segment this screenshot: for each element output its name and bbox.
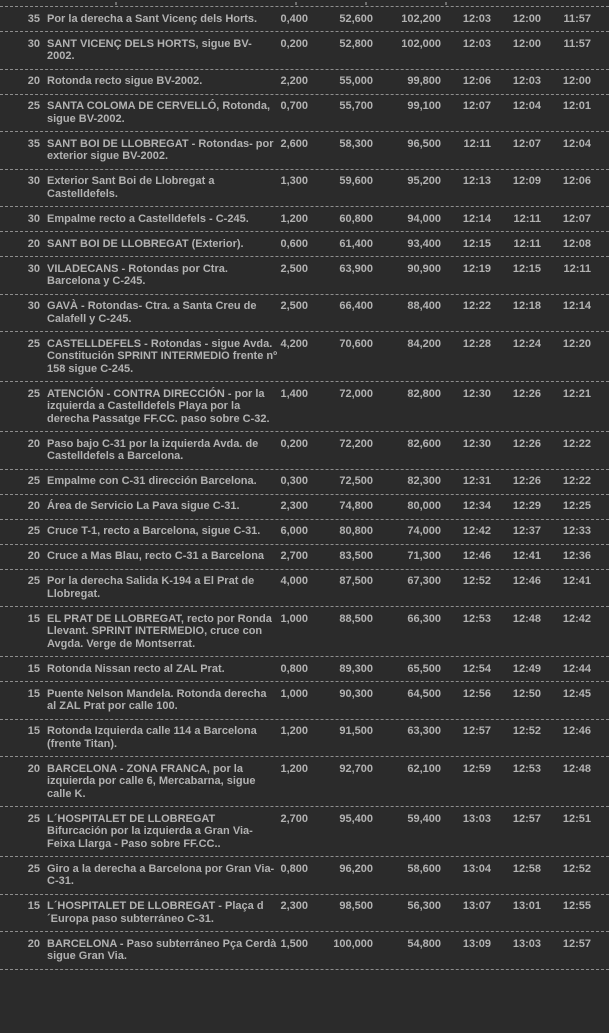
time-3: 12:36 [562, 550, 591, 562]
instruction-text: SANT VICENÇ DELS HORTS, sigue BV-2002. [47, 37, 252, 62]
remaining-distance: 96,500 [407, 137, 441, 150]
remaining-distance: 93,400 [407, 237, 441, 250]
remaining-distance: 62,100 [407, 762, 441, 775]
clipped-row-top [0, 0, 609, 7]
speed-value: 25 [27, 475, 40, 487]
total-distance: 90,300 [339, 687, 373, 700]
time-2: 12:26 [512, 387, 541, 400]
remaining-distance: 90,900 [407, 262, 441, 275]
time-3: 12:00 [562, 75, 591, 87]
remaining-distance: 102,000 [401, 37, 441, 50]
table-row [0, 470, 609, 495]
time-3: 12:51 [562, 812, 591, 825]
table-row [0, 857, 609, 895]
time-3: 12:41 [562, 575, 591, 587]
time-2: 12:18 [512, 300, 541, 312]
partial-distance: 0,800 [280, 662, 308, 675]
remaining-distance: 74,000 [407, 525, 441, 537]
partial-distance: 0,600 [280, 237, 308, 250]
partial-distance: 2,700 [280, 812, 308, 825]
partial-distance: 1,200 [280, 212, 308, 225]
partial-distance: 2,500 [280, 300, 308, 312]
remaining-distance: 64,500 [407, 687, 441, 700]
partial-distance: 4,200 [280, 337, 308, 350]
time-3: 12:46 [562, 725, 591, 737]
partial-distance: 1,000 [280, 687, 308, 700]
partial-distance: 1,200 [280, 725, 308, 737]
clipped-text-remnant [115, 2, 117, 5]
table-row [0, 895, 609, 933]
time-2: 12:29 [512, 500, 541, 512]
table-row [0, 720, 609, 758]
remaining-distance: 99,800 [407, 75, 441, 87]
remaining-distance: 94,000 [407, 212, 441, 225]
total-distance: 74,800 [339, 500, 373, 512]
time-2: 12:00 [512, 12, 541, 25]
time-1: 12:53 [462, 612, 491, 625]
time-1: 12:31 [462, 475, 491, 487]
table-row [0, 257, 609, 295]
speed-value: 15 [27, 662, 40, 675]
time-1: 12:06 [462, 75, 491, 87]
partial-distance: 1,400 [280, 387, 308, 400]
time-3: 12:22 [562, 475, 591, 487]
remaining-distance: 82,600 [407, 437, 441, 450]
time-2: 12:50 [512, 687, 541, 700]
partial-distance: 1,300 [280, 175, 308, 187]
time-3: 12:44 [562, 662, 591, 675]
instruction-text: Paso bajo C-31 por la izquierda Avda. de Castelldefels a Barcelona. [47, 437, 259, 462]
remaining-distance: 67,300 [407, 575, 441, 587]
remaining-distance: 102,200 [401, 12, 441, 25]
remaining-distance: 82,300 [407, 475, 441, 487]
time-1: 12:19 [462, 262, 491, 275]
table-row [0, 520, 609, 545]
total-distance: 60,800 [339, 212, 373, 225]
partial-distance: 0,200 [280, 37, 308, 50]
speed-value: 35 [27, 137, 40, 150]
table-row [0, 757, 609, 807]
partial-distance: 0,400 [280, 12, 308, 25]
instruction-text: Área de Servicio La Pava sigue C-31. [47, 500, 240, 512]
remaining-distance: 54,800 [407, 937, 441, 950]
partial-distance: 1,000 [280, 612, 308, 625]
table-row [0, 932, 609, 970]
time-3: 12:48 [562, 762, 591, 775]
time-3: 12:21 [562, 387, 591, 400]
table-body [0, 7, 609, 970]
instruction-text: L´HOSPITALET DE LLOBREGAT Bifurcación por la izquierda a Gran Via-Feixa Llarga - Paso sobre FF.CC.. [47, 812, 253, 850]
table-row [0, 295, 609, 333]
partial-distance: 0,700 [280, 100, 308, 112]
speed-value: 25 [27, 812, 40, 825]
time-3: 12:22 [562, 437, 591, 450]
instruction-text: ATENCIÓN - CONTRA DIRECCIÓN - por la izquierda a Castelldefels Playa por la derecha Passatge FF.CC. paso sobre C-32. [47, 387, 270, 425]
total-distance: 80,800 [339, 525, 373, 537]
time-1: 12:46 [462, 550, 491, 562]
total-distance: 61,400 [339, 237, 373, 250]
instruction-text: Rotonda Izquierda calle 114 a Barcelona (frente Titan). [47, 725, 257, 750]
total-distance: 58,300 [339, 137, 373, 150]
total-distance: 89,300 [339, 662, 373, 675]
speed-value: 25 [27, 387, 40, 400]
instruction-text: Cruce a Mas Blau, recto C-31 a Barcelona [47, 550, 265, 562]
speed-value: 15 [27, 687, 40, 700]
time-1: 12:34 [462, 500, 491, 512]
total-distance: 92,700 [339, 762, 373, 775]
time-3: 12:08 [562, 237, 591, 250]
remaining-distance: 82,800 [407, 387, 441, 400]
time-2: 12:26 [512, 475, 541, 487]
time-3: 11:57 [563, 12, 591, 25]
time-1: 12:03 [462, 12, 491, 25]
total-distance: 52,800 [339, 37, 373, 50]
time-2: 13:03 [512, 937, 541, 950]
total-distance: 83,500 [339, 550, 373, 562]
partial-distance: 2,300 [280, 900, 308, 912]
partial-distance: 2,600 [280, 137, 308, 150]
time-2: 13:01 [512, 900, 541, 912]
total-distance: 63,900 [339, 262, 373, 275]
time-1: 12:28 [462, 337, 491, 350]
total-distance: 55,700 [339, 100, 373, 112]
table-row [0, 607, 609, 657]
partial-distance: 2,700 [280, 550, 308, 562]
time-2: 12:03 [512, 75, 541, 87]
table-row [0, 207, 609, 232]
total-distance: 91,500 [339, 725, 373, 737]
instruction-text: SANT BOI DE LLOBREGAT - Rotondas- por exterior sigue BV-2002. [47, 137, 274, 162]
speed-value: 20 [27, 237, 40, 250]
total-distance: 96,200 [339, 862, 373, 875]
table-row [0, 70, 609, 95]
instruction-text: BARCELONA - Paso subterráneo Pça Cerdà sigue Gran Via. [47, 937, 277, 962]
partial-distance: 2,200 [280, 75, 308, 87]
speed-value: 30 [27, 37, 40, 50]
table-row [0, 232, 609, 257]
instruction-text: EL PRAT DE LLOBREGAT, recto por Ronda Llevant. SPRINT INTERMEDIO, cruce con Avgda. Verge de Montserrat. [47, 612, 272, 650]
time-2: 12:57 [512, 812, 541, 825]
time-2: 12:52 [512, 725, 541, 737]
speed-value: 25 [27, 862, 40, 875]
partial-distance: 1,200 [280, 762, 308, 775]
time-2: 12:07 [512, 137, 541, 150]
table-row [0, 807, 609, 857]
speed-value: 20 [27, 550, 40, 562]
instruction-text: Empalme con C-31 dirección Barcelona. [47, 475, 257, 487]
instruction-text: Exterior Sant Boi de Llobregat a Castelldefels. [47, 175, 215, 200]
time-2: 12:37 [512, 525, 541, 537]
instruction-text: Por la derecha Salida K-194 a El Prat de Llobregat. [47, 575, 255, 600]
remaining-distance: 59,400 [407, 812, 441, 825]
instruction-text: L´HOSPITALET DE LLOBREGAT - Plaça d´Europa paso subterráneo C-31. [47, 900, 264, 925]
speed-value: 30 [27, 262, 40, 275]
speed-value: 20 [27, 437, 40, 450]
time-3: 12:57 [562, 937, 591, 950]
time-1: 13:09 [462, 937, 491, 950]
time-1: 12:03 [462, 37, 491, 50]
time-1: 12:52 [462, 575, 491, 587]
time-1: 12:59 [462, 762, 491, 775]
instruction-text: Rotonda recto sigue BV-2002. [47, 75, 203, 87]
time-1: 12:56 [462, 687, 491, 700]
remaining-distance: 56,300 [407, 900, 441, 912]
partial-distance: 0,300 [280, 475, 308, 487]
instruction-text: CASTELLDEFELS - Rotondas - sigue Avda. Constitución SPRINT INTERMEDIO frente nº 158 sigue C-245. [47, 337, 278, 375]
partial-distance: 6,000 [280, 525, 308, 537]
remaining-distance: 66,300 [407, 612, 441, 625]
time-2: 12:41 [512, 550, 541, 562]
speed-value: 25 [27, 100, 40, 112]
total-distance: 66,400 [339, 300, 373, 312]
table-row [0, 95, 609, 133]
remaining-distance: 71,300 [407, 550, 441, 562]
instruction-text: GAVÀ - Rotondas- Ctra. a Santa Creu de Calafell y C-245. [47, 300, 257, 325]
time-2: 12:15 [512, 262, 541, 275]
speed-value: 30 [27, 212, 40, 225]
time-1: 12:22 [462, 300, 491, 312]
partial-distance: 4,000 [280, 575, 308, 587]
time-3: 12:33 [562, 525, 591, 537]
time-1: 13:04 [462, 862, 491, 875]
time-3: 12:25 [562, 500, 591, 512]
table-row [0, 657, 609, 682]
instruction-text: Cruce T-1, recto a Barcelona, sigue C-31. [47, 525, 261, 537]
time-2: 12:24 [512, 337, 541, 350]
partial-distance: 2,300 [280, 500, 308, 512]
time-1: 12:54 [462, 662, 491, 675]
table-row [0, 570, 609, 608]
partial-distance: 1,500 [280, 937, 308, 950]
speed-value: 35 [27, 12, 40, 25]
total-distance: 98,500 [339, 900, 373, 912]
time-2: 12:46 [512, 575, 541, 587]
time-2: 12:04 [512, 100, 541, 112]
total-distance: 59,600 [339, 175, 373, 187]
instruction-text: Empalme recto a Castelldefels - C-245. [47, 212, 249, 225]
time-1: 13:07 [462, 900, 491, 912]
time-2: 12:48 [512, 612, 541, 625]
clipped-text-remnant [445, 2, 447, 5]
time-1: 12:14 [462, 212, 491, 225]
total-distance: 87,500 [339, 575, 373, 587]
time-3: 12:55 [562, 900, 591, 912]
time-3: 12:01 [562, 100, 591, 112]
time-2: 12:58 [512, 862, 541, 875]
speed-value: 20 [27, 762, 40, 775]
time-3: 11:57 [563, 37, 591, 50]
time-1: 12:07 [462, 100, 491, 112]
speed-value: 20 [27, 937, 40, 950]
total-distance: 72,200 [339, 437, 373, 450]
instruction-text: Puente Nelson Mandela. Rotonda derecha al ZAL Prat por calle 100. [47, 687, 267, 712]
time-1: 12:30 [462, 437, 491, 450]
remaining-distance: 65,500 [407, 662, 441, 675]
speed-value: 25 [27, 575, 40, 587]
table-row [0, 382, 609, 432]
partial-distance: 2,500 [280, 262, 308, 275]
speed-value: 30 [27, 175, 40, 187]
table-row [0, 170, 609, 208]
time-2: 12:00 [512, 37, 541, 50]
clipped-text-remnant [295, 2, 297, 5]
partial-distance: 0,800 [280, 862, 308, 875]
total-distance: 52,600 [339, 12, 373, 25]
instruction-text: SANTA COLOMA DE CERVELLÓ, Rotonda, sigue BV-2002. [47, 100, 271, 125]
time-3: 12:52 [562, 862, 591, 875]
total-distance: 72,500 [339, 475, 373, 487]
time-1: 12:57 [462, 725, 491, 737]
time-1: 12:42 [462, 525, 491, 537]
speed-value: 15 [27, 900, 40, 912]
remaining-distance: 99,100 [407, 100, 441, 112]
total-distance: 72,000 [339, 387, 373, 400]
speed-value: 20 [27, 75, 40, 87]
time-2: 12:26 [512, 437, 541, 450]
time-3: 12:04 [562, 137, 591, 150]
remaining-distance: 80,000 [407, 500, 441, 512]
time-3: 12:42 [562, 612, 591, 625]
time-2: 12:53 [512, 762, 541, 775]
time-3: 12:07 [562, 212, 591, 225]
speed-value: 20 [27, 500, 40, 512]
remaining-distance: 58,600 [407, 862, 441, 875]
total-distance: 100,000 [333, 937, 373, 950]
remaining-distance: 63,300 [407, 725, 441, 737]
remaining-distance: 84,200 [407, 337, 441, 350]
time-3: 12:20 [562, 337, 591, 350]
speed-value: 15 [27, 612, 40, 625]
time-2: 12:11 [513, 237, 541, 250]
time-3: 12:11 [563, 262, 591, 275]
instruction-text: VILADECANS - Rotondas por Ctra. Barcelona y C-245. [47, 262, 228, 287]
time-3: 12:06 [562, 175, 591, 187]
speed-value: 30 [27, 300, 40, 312]
time-2: 12:49 [512, 662, 541, 675]
table-row [0, 32, 609, 70]
table-row [0, 132, 609, 170]
table-row [0, 7, 609, 32]
time-3: 12:45 [562, 687, 591, 700]
table-row [0, 332, 609, 382]
total-distance: 55,000 [339, 75, 373, 87]
clipped-text-remnant [365, 2, 367, 5]
instruction-text: Por la derecha a Sant Vicenç dels Horts. [47, 12, 258, 25]
time-1: 12:13 [462, 175, 491, 187]
instruction-text: BARCELONA - ZONA FRANCA, por la izquierda por calle 6, Mercabarna, sigue calle K. [47, 762, 256, 800]
total-distance: 88,500 [339, 612, 373, 625]
instruction-text: SANT BOI DE LLOBREGAT (Exterior). [47, 237, 244, 250]
instruction-text: Giro a la derecha a Barcelona por Gran Via-C-31. [47, 862, 275, 887]
time-1: 12:11 [463, 137, 491, 150]
speed-value: 25 [27, 525, 40, 537]
speed-value: 15 [27, 725, 40, 737]
time-3: 12:14 [562, 300, 591, 312]
time-1: 12:30 [462, 387, 491, 400]
speed-value: 25 [27, 337, 40, 350]
time-2: 12:09 [512, 175, 541, 187]
table-row [0, 495, 609, 520]
total-distance: 95,400 [339, 812, 373, 825]
table-row [0, 682, 609, 720]
table-row [0, 545, 609, 570]
partial-distance: 0,200 [280, 437, 308, 450]
remaining-distance: 88,400 [407, 300, 441, 312]
time-2: 12:11 [513, 212, 541, 225]
instruction-text: Rotonda Nissan recto al ZAL Prat. [47, 662, 225, 675]
time-1: 13:03 [462, 812, 491, 825]
table-row [0, 432, 609, 470]
total-distance: 70,600 [339, 337, 373, 350]
time-1: 12:15 [462, 237, 491, 250]
remaining-distance: 95,200 [407, 175, 441, 187]
